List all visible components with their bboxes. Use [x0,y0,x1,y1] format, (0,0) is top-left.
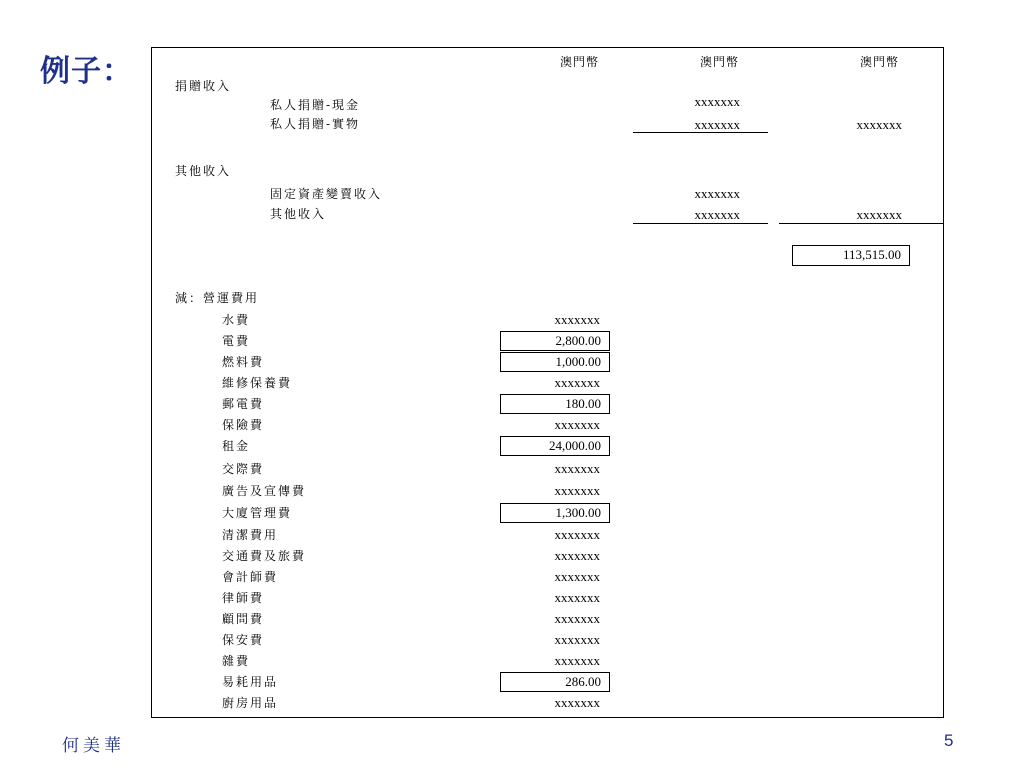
expense-item-label: 律師費 [222,591,265,605]
expense-amount: xxxxxxx [554,527,600,542]
expense-amount: xxxxxxx [554,312,600,327]
expense-amount: xxxxxxx [554,417,600,432]
total-income-box: 113,515.00 [792,245,910,266]
expense-item-label: 交際費 [222,462,265,476]
expense-amount: xxxxxxx [554,611,600,626]
expense-item-label: 清潔費用 [222,528,279,542]
expense-item-label: 大廈管理費 [222,506,293,520]
income-total-underline [779,223,944,224]
expense-item-label: 會計師費 [222,570,279,584]
other-income-item-amount: xxxxxxx [694,186,740,201]
expense-amount: xxxxxxx [554,695,600,710]
expense-item-label: 交通費及旅費 [222,549,307,563]
donation-underline [633,132,768,133]
expense-amount-box: 286.00 [500,672,610,692]
donation-subtotal: xxxxxxx [856,117,902,132]
other-income-underline [633,223,768,224]
expense-item-label: 租金 [222,439,251,453]
expense-item-label: 廚房用品 [222,696,279,710]
expense-amount-box: 1,300.00 [500,503,610,523]
expense-item-label: 保險費 [222,418,265,432]
other-income-item-label: 固定資產變賣收入 [270,187,383,201]
expense-item-label: 電費 [222,334,251,348]
expense-item-label: 水費 [222,313,251,327]
expense-amount: xxxxxxx [554,632,600,647]
expense-item-label: 保安費 [222,633,265,647]
expense-amount-box: 180.00 [500,394,610,414]
expense-item-label: 維修保養費 [222,376,293,390]
expense-amount: xxxxxxx [554,461,600,476]
currency-header-col2: 澳門幣 [700,55,740,69]
page-number: 5 [944,731,954,750]
donation-item-amount: xxxxxxx [694,94,740,109]
expense-item-label: 燃料費 [222,355,265,369]
other-income-subtotal: xxxxxxx [856,207,902,222]
donation-heading: 捐贈收入 [175,79,232,93]
expense-amount: xxxxxxx [554,548,600,563]
expense-amount-box: 24,000.00 [500,436,610,456]
other-income-item-label: 其他收入 [270,207,327,221]
expense-amount: xxxxxxx [554,375,600,390]
expense-item-label: 雜費 [222,654,251,668]
other-income-item-amount: xxxxxxx [694,207,740,222]
expense-item-label: 易耗用品 [222,675,279,689]
currency-header-col1: 澳門幣 [560,55,600,69]
other-income-heading: 其他收入 [175,164,232,178]
expense-amount: xxxxxxx [554,590,600,605]
expense-amount-box: 1,000.00 [500,352,610,372]
donation-item-amount: xxxxxxx [694,117,740,132]
footer-author: 何美華 [62,736,125,756]
expense-amount: xxxxxxx [554,483,600,498]
expense-item-label: 郵電費 [222,397,265,411]
expense-amount: xxxxxxx [554,653,600,668]
currency-header-col3: 澳門幣 [860,55,900,69]
expenses-heading: 減：營運費用 [175,291,260,305]
donation-item-label: 私人捐贈-現金 [270,98,361,112]
slide-title: 例子： [40,54,133,89]
expense-amount-box: 2,800.00 [500,331,610,351]
donation-item-label: 私人捐贈-實物 [270,117,361,131]
expense-item-label: 廣告及宣傳費 [222,484,307,498]
expense-item-label: 顧問費 [222,612,265,626]
expense-amount: xxxxxxx [554,569,600,584]
